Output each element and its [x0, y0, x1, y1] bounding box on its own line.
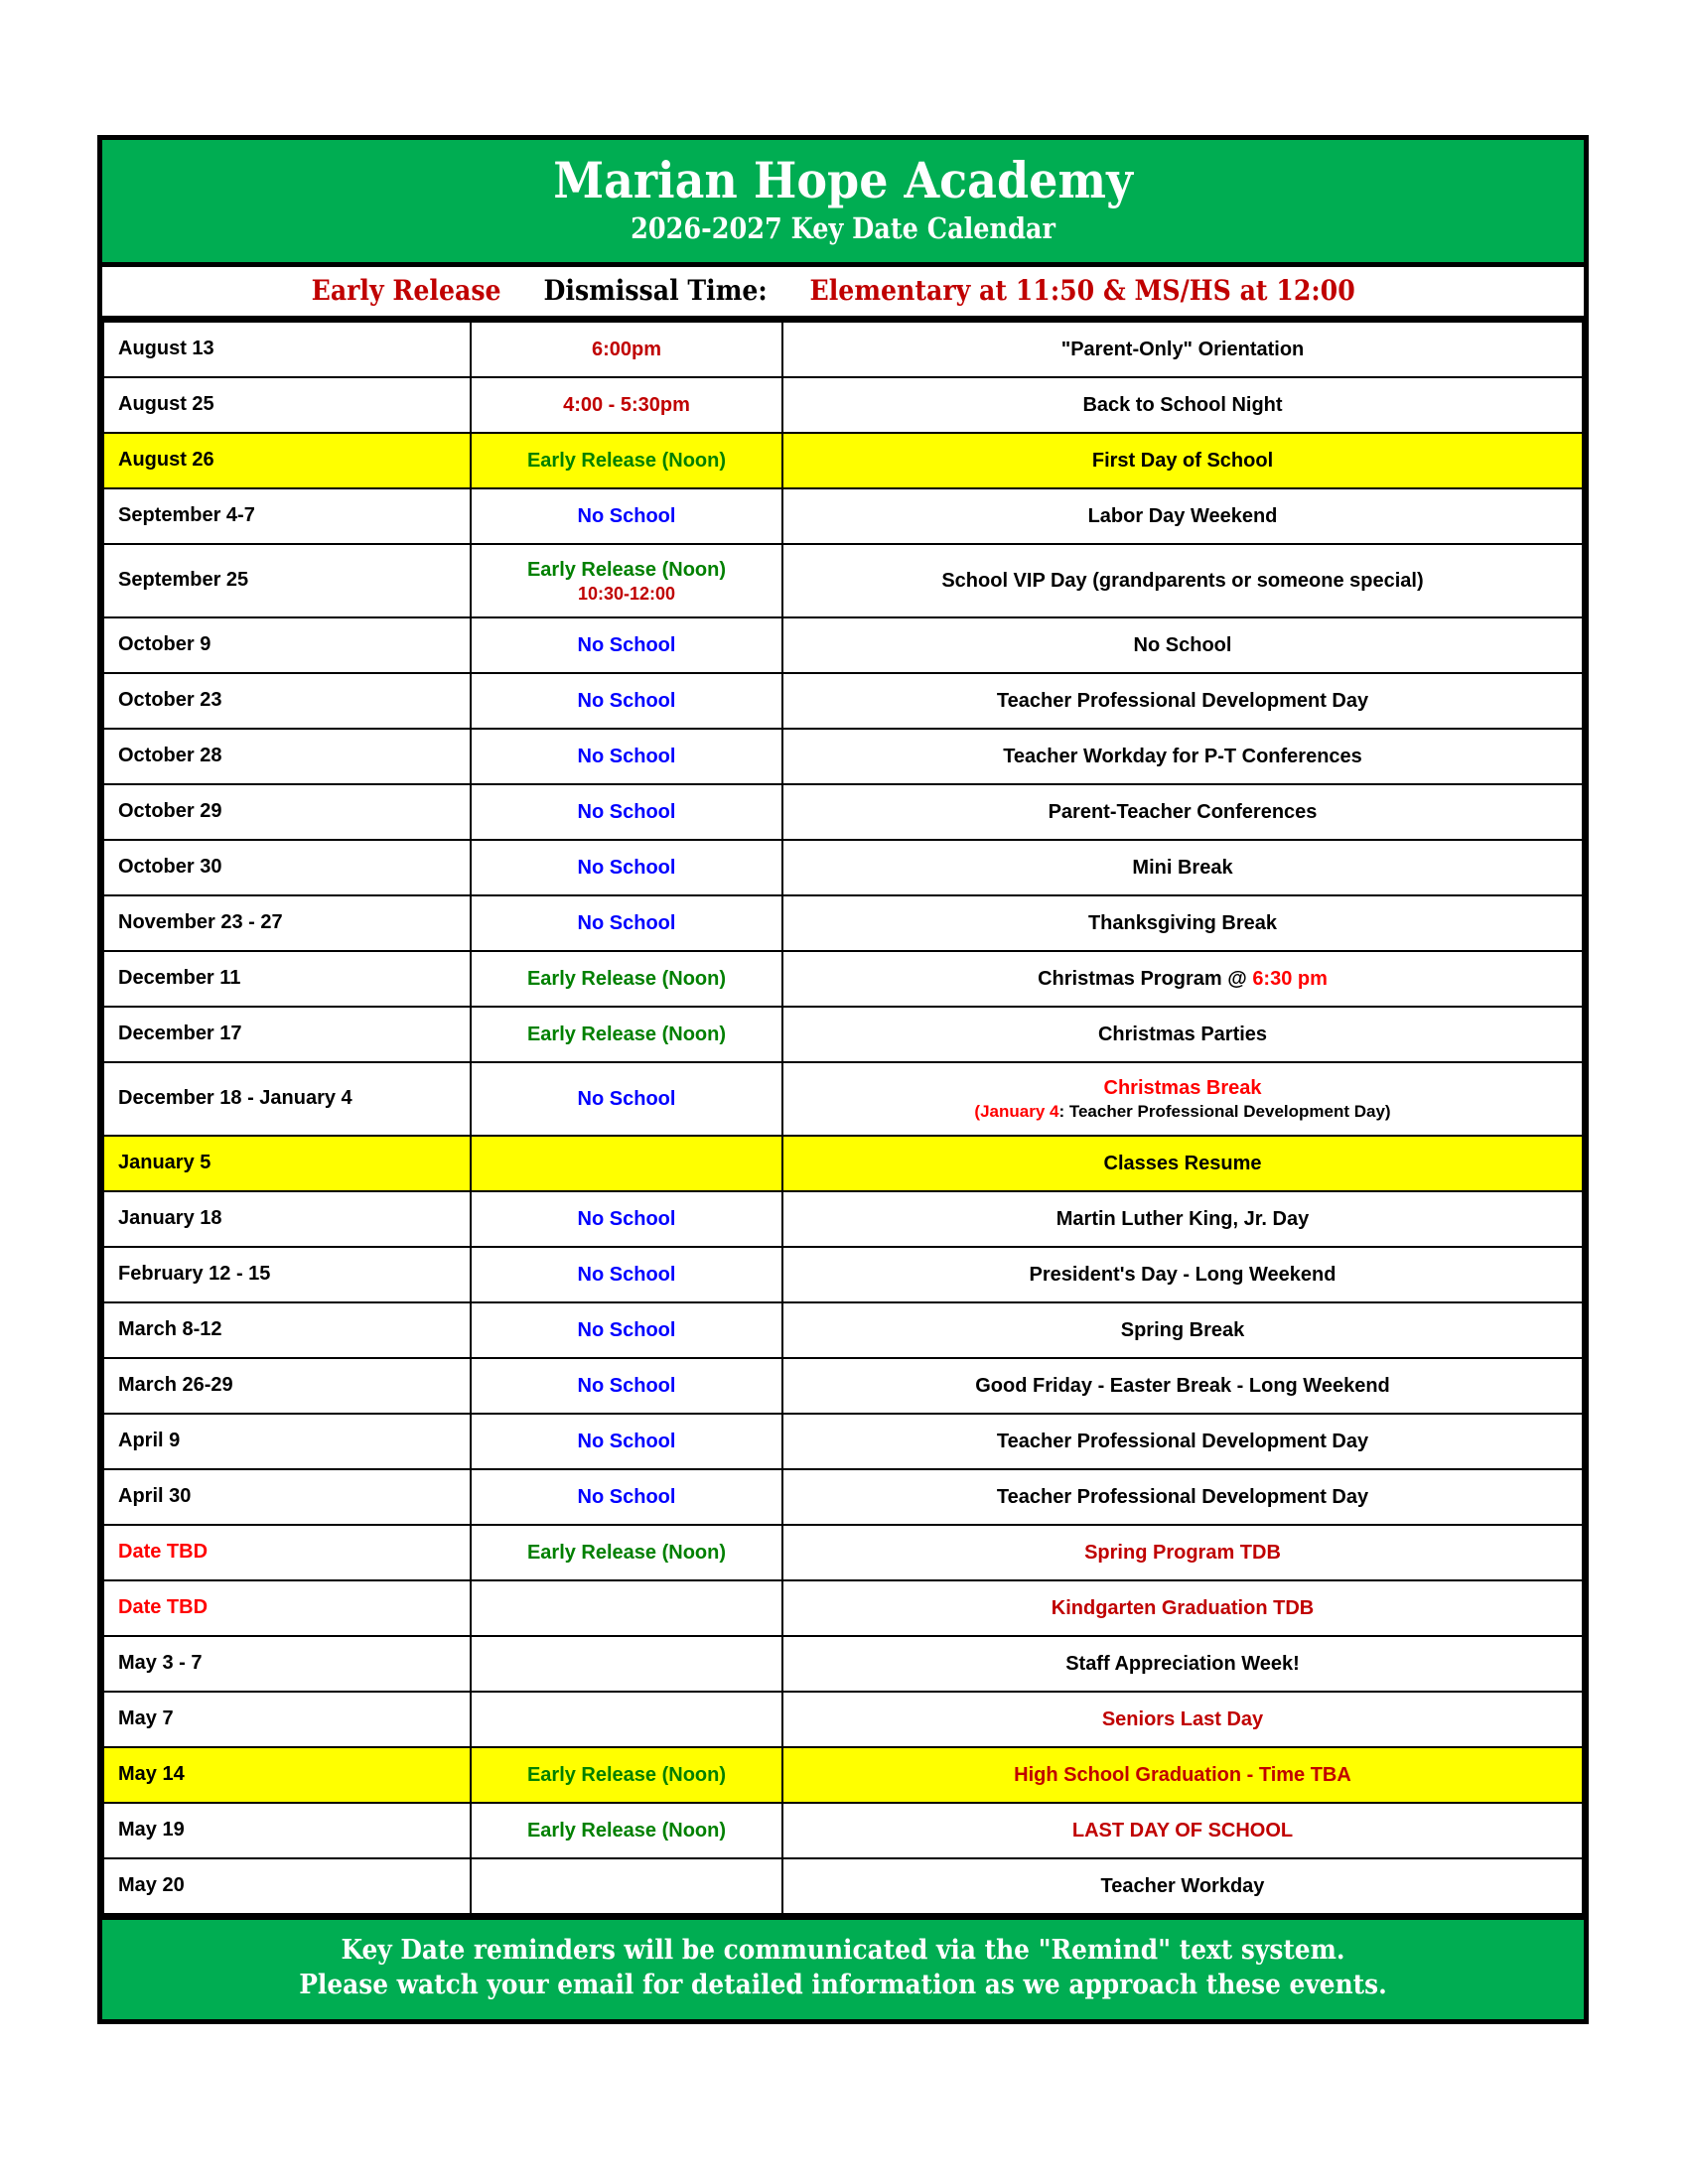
event-text: School VIP Day (grandparents or someone special): [941, 569, 1424, 592]
time-text: Early Release (Noon): [526, 1023, 727, 1045]
event-text: High School Graduation - Time TBA: [1014, 1763, 1351, 1786]
event-text: Teacher Workday for P-T Conferences: [1003, 745, 1362, 767]
cell-date: [103, 1136, 471, 1191]
footer-line-2: Please watch your email for detailed information as we approach these events.: [299, 1970, 1387, 2001]
time-text: 4:00 - 5:30pm: [563, 393, 690, 416]
time-secondary-text: 10:30-12:00: [577, 583, 676, 604]
time-text: Early Release (Noon): [526, 967, 727, 990]
date-text: March 26-29: [118, 1374, 233, 1397]
table-row: [103, 1062, 1583, 1136]
calendar-title: 2026-2027 Key Date Calendar: [631, 211, 1055, 245]
event-line-primary: [793, 568, 1572, 594]
event-text: Christmas Parties: [1097, 1023, 1268, 1045]
date-text: November 23 - 27: [118, 911, 283, 934]
key-dates-table: [102, 321, 1584, 1915]
table-row: [103, 1414, 1583, 1469]
event-text: Mini Break: [1132, 856, 1233, 879]
event-text: Parent-Teacher Conferences: [1048, 800, 1318, 823]
cell-event: [782, 951, 1583, 1007]
time-text: No School: [577, 1430, 676, 1452]
table-row: [103, 544, 1583, 617]
event-text: Seniors Last Day: [1101, 1707, 1264, 1730]
date-text: October 23: [118, 689, 222, 712]
cell-time: [471, 1302, 782, 1358]
date-text: February 12 - 15: [118, 1263, 271, 1286]
event-text: Spring Break: [1120, 1318, 1245, 1341]
date-text: May 19: [118, 1819, 185, 1842]
event-text: Staff Appreciation Week!: [1065, 1652, 1300, 1675]
cell-date: [103, 784, 471, 840]
cell-time: [471, 895, 782, 951]
event-text: Teacher Professional Development Day: [996, 689, 1369, 712]
event-line-primary: [793, 1873, 1572, 1899]
cell-time: [471, 488, 782, 544]
time-text: No School: [577, 633, 676, 656]
table-row: [103, 1358, 1583, 1414]
cell-time: [471, 1858, 782, 1914]
event-line-primary: [793, 1206, 1572, 1232]
cell-time: [471, 1191, 782, 1247]
school-name: Marian Hope Academy: [553, 151, 1133, 209]
cell-date: [103, 1469, 471, 1525]
event-line-primary: [793, 1429, 1572, 1454]
cell-event: [782, 729, 1583, 784]
cell-date: [103, 1803, 471, 1858]
event-text: Kindgarten Graduation TDB: [1051, 1596, 1315, 1619]
table-row: [103, 1136, 1583, 1191]
date-text: Date TBD: [118, 1596, 209, 1619]
event-line-primary: [793, 337, 1572, 362]
cell-event: [782, 1747, 1583, 1803]
table-row: [103, 1580, 1583, 1636]
event-text: Classes Resume: [1103, 1152, 1262, 1174]
table-row: [103, 1858, 1583, 1914]
cell-time: [471, 951, 782, 1007]
table-row: [103, 433, 1583, 488]
table-row: [103, 1525, 1583, 1580]
time-text: Early Release (Noon): [526, 1819, 727, 1842]
cell-event: [782, 544, 1583, 617]
event-text: Good Friday - Easter Break - Long Weekend: [975, 1374, 1390, 1397]
event-line-primary: [793, 1540, 1572, 1566]
date-text: October 9: [118, 633, 211, 656]
event-text: President's Day - Long Weekend: [1029, 1263, 1336, 1286]
date-text: January 18: [118, 1207, 222, 1230]
date-text: April 30: [118, 1485, 192, 1508]
table-row: [103, 729, 1583, 784]
event-text: Thanksgiving Break: [1087, 911, 1278, 934]
cell-date: [103, 673, 471, 729]
cell-date: [103, 617, 471, 673]
event-text: Christmas Break: [1103, 1077, 1262, 1100]
event-secondary-text-b: : Teacher Professional Development Day): [1058, 1102, 1391, 1122]
cell-event: [782, 1803, 1583, 1858]
event-line-primary: [793, 1484, 1572, 1510]
cell-event: [782, 488, 1583, 544]
cell-date: [103, 1692, 471, 1747]
table-row: [103, 840, 1583, 895]
cell-event: [782, 1136, 1583, 1191]
cell-event: [782, 1302, 1583, 1358]
time-text: 6:00pm: [591, 338, 662, 360]
event-line-primary: [793, 744, 1572, 769]
event-line-primary: [793, 799, 1572, 825]
cell-time: [471, 1469, 782, 1525]
event-line-primary: [793, 855, 1572, 881]
cell-date: [103, 840, 471, 895]
time-text: No School: [577, 856, 676, 879]
cell-time: [471, 544, 782, 617]
cell-date: [103, 1247, 471, 1302]
time-text: Early Release (Noon): [526, 449, 727, 472]
time-text: No School: [577, 800, 676, 823]
cell-event: [782, 784, 1583, 840]
cell-event: [782, 1007, 1583, 1062]
event-text: LAST DAY OF SCHOOL: [1071, 1819, 1294, 1842]
event-line-primary: [793, 1373, 1572, 1399]
date-text: August 13: [118, 338, 214, 360]
cell-time: [471, 1803, 782, 1858]
cell-event: [782, 895, 1583, 951]
cell-time: [471, 1136, 782, 1191]
event-line-primary: [793, 1706, 1572, 1732]
date-text: May 14: [118, 1763, 185, 1786]
cell-event: [782, 1062, 1583, 1136]
cell-event: [782, 617, 1583, 673]
cell-time: [471, 1692, 782, 1747]
event-line-primary: [793, 910, 1572, 936]
cell-time: [471, 1636, 782, 1692]
date-text: May 20: [118, 1874, 185, 1897]
cell-time: [471, 377, 782, 433]
cell-date: [103, 1358, 471, 1414]
time-text: No School: [577, 1207, 676, 1230]
cell-date: [103, 377, 471, 433]
cell-date: [103, 488, 471, 544]
cell-date: [103, 1636, 471, 1692]
event-text: Teacher Professional Development Day: [996, 1485, 1369, 1508]
cell-date: [103, 895, 471, 951]
cell-event: [782, 1858, 1583, 1914]
event-line-primary: [793, 632, 1572, 658]
event-text: "Parent-Only" Orientation: [1060, 338, 1305, 360]
cell-event: [782, 433, 1583, 488]
date-text: August 25: [118, 393, 214, 416]
cell-date: [103, 1858, 471, 1914]
cell-date: [103, 951, 471, 1007]
cell-date: [103, 1302, 471, 1358]
date-text: September 25: [118, 569, 249, 592]
cell-event: [782, 840, 1583, 895]
time-text: Early Release (Noon): [526, 1541, 727, 1564]
table-row: [103, 1469, 1583, 1525]
date-text: May 3 - 7: [118, 1652, 203, 1675]
time-text: No School: [577, 745, 676, 767]
cell-time: [471, 1062, 782, 1136]
event-text: First Day of School: [1091, 449, 1274, 472]
cell-time: [471, 1358, 782, 1414]
cell-time: [471, 1247, 782, 1302]
table-row: [103, 1302, 1583, 1358]
event-line-primary: [793, 448, 1572, 474]
key-date-calendar: [97, 135, 1589, 2024]
cell-date: [103, 1062, 471, 1136]
time-text: No School: [577, 1263, 676, 1286]
table-row: [103, 377, 1583, 433]
early-release-label: Early Release: [311, 273, 501, 307]
table-row: [103, 617, 1583, 673]
cell-event: [782, 1414, 1583, 1469]
date-text: August 26: [118, 449, 214, 472]
time-text: No School: [577, 504, 676, 527]
cell-time: [471, 784, 782, 840]
event-text: Teacher Professional Development Day: [996, 1430, 1369, 1452]
cell-time: [471, 673, 782, 729]
event-line-primary: [793, 1595, 1572, 1621]
cell-event: [782, 377, 1583, 433]
cell-date: [103, 1525, 471, 1580]
event-text: Spring Program TDB: [1084, 1541, 1281, 1564]
cell-date: [103, 1747, 471, 1803]
cell-time: [471, 617, 782, 673]
cell-event: [782, 1469, 1583, 1525]
event-line-primary: [793, 1075, 1572, 1101]
calendar-masthead: [102, 140, 1584, 267]
cell-date: [103, 1414, 471, 1469]
date-text: October 28: [118, 745, 222, 767]
event-line-primary: [793, 688, 1572, 714]
cell-event: [782, 1247, 1583, 1302]
dismissal-time-value: Elementary at 11:50 & MS/HS at 12:00: [809, 273, 1355, 307]
event-line-primary: [793, 392, 1572, 418]
event-line-primary: [793, 1317, 1572, 1343]
cell-time: [471, 1007, 782, 1062]
cell-event: [782, 1692, 1583, 1747]
cell-date: [103, 1580, 471, 1636]
cell-time: [471, 433, 782, 488]
event-line-primary: [793, 1818, 1572, 1843]
date-text: March 8-12: [118, 1318, 222, 1341]
cell-event: [782, 1358, 1583, 1414]
time-text: No School: [577, 689, 676, 712]
table-row: [103, 1692, 1583, 1747]
event-text: Christmas Program @: [1038, 967, 1253, 990]
cell-event: [782, 1580, 1583, 1636]
cell-event: [782, 1636, 1583, 1692]
date-text: May 7: [118, 1707, 174, 1730]
dismissal-time-label: Dismissal Time:: [543, 273, 768, 307]
time-text: Early Release (Noon): [526, 1763, 727, 1786]
event-secondary-text-a: (January 4: [974, 1102, 1059, 1122]
date-text: December 18 - January 4: [118, 1087, 352, 1110]
event-text: No School: [1133, 633, 1232, 656]
event-line-primary: [793, 1762, 1572, 1788]
cell-time: [471, 1414, 782, 1469]
table-row: [103, 673, 1583, 729]
event-line-primary: [793, 1151, 1572, 1176]
event-line-primary: [793, 1022, 1572, 1047]
event-text: Labor Day Weekend: [1087, 504, 1278, 527]
cell-time: [471, 322, 782, 377]
cell-date: [103, 1191, 471, 1247]
cell-time: [471, 1747, 782, 1803]
cell-date: [103, 433, 471, 488]
cell-event: [782, 1525, 1583, 1580]
time-text: No School: [577, 911, 676, 934]
event-line-primary: [793, 503, 1572, 529]
table-row: [103, 1191, 1583, 1247]
date-text: December 11: [118, 967, 241, 990]
table-row: [103, 1747, 1583, 1803]
calendar-footer-note: [102, 1915, 1584, 2019]
table-row: [103, 1007, 1583, 1062]
cell-event: [782, 673, 1583, 729]
cell-time: [471, 840, 782, 895]
time-text: No School: [577, 1087, 676, 1110]
cell-time: [471, 1525, 782, 1580]
table-row: [103, 951, 1583, 1007]
cell-date: [103, 729, 471, 784]
cell-date: [103, 1007, 471, 1062]
table-row: [103, 1803, 1583, 1858]
table-row: [103, 1247, 1583, 1302]
cell-event: [782, 1191, 1583, 1247]
cell-time: [471, 729, 782, 784]
early-release-notice: [102, 267, 1584, 321]
cell-date: [103, 544, 471, 617]
time-text: Early Release (Noon): [526, 558, 727, 581]
event-text-suffix: 6:30 pm: [1252, 967, 1328, 990]
date-text: April 9: [118, 1430, 181, 1452]
event-text: Back to School Night: [1082, 393, 1283, 416]
event-text: Martin Luther King, Jr. Day: [1055, 1207, 1310, 1230]
event-line-primary: [793, 1262, 1572, 1288]
cell-date: [103, 322, 471, 377]
date-text: October 29: [118, 800, 222, 823]
date-text: January 5: [118, 1152, 211, 1174]
time-text: No School: [577, 1318, 676, 1341]
event-text: Teacher Workday: [1100, 1874, 1265, 1897]
date-text: Date TBD: [118, 1541, 209, 1564]
table-row: [103, 784, 1583, 840]
time-text: No School: [577, 1485, 676, 1508]
table-row: [103, 1636, 1583, 1692]
cell-event: [782, 322, 1583, 377]
date-text: December 17: [118, 1023, 242, 1045]
date-text: October 30: [118, 856, 222, 879]
table-row: [103, 895, 1583, 951]
table-row: [103, 488, 1583, 544]
time-text: No School: [577, 1374, 676, 1397]
event-line-secondary: [793, 1101, 1572, 1122]
event-line-primary: [793, 1651, 1572, 1677]
table-row: [103, 322, 1583, 377]
date-text: September 4-7: [118, 504, 255, 527]
cell-time: [471, 1580, 782, 1636]
footer-line-1: Key Date reminders will be communicated via the "Remind" text system.: [341, 1934, 1345, 1966]
event-line-primary: [793, 966, 1572, 992]
